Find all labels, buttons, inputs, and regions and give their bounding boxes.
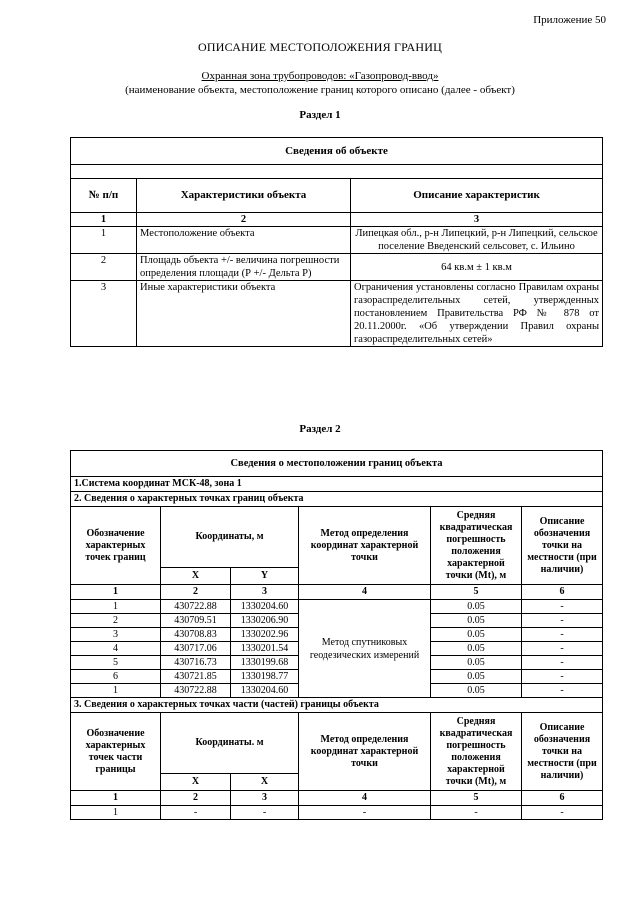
table-caption-row xyxy=(71,451,603,477)
col-x-header: X xyxy=(161,774,231,791)
appendix-label: Приложение 50 xyxy=(533,14,606,26)
column-number: 3 xyxy=(231,791,299,806)
boundary-table xyxy=(70,450,603,820)
column-number: 1 xyxy=(71,791,161,806)
col-error-header: Средняя квадратическая погрешность положения характерной точки (Mt), м xyxy=(431,507,522,585)
table-row xyxy=(71,227,603,254)
point-desc: - xyxy=(522,614,603,628)
row-desc xyxy=(351,281,603,347)
header-row xyxy=(71,179,603,213)
point-x: 430717.06 xyxy=(161,642,231,656)
point-id: 1 xyxy=(71,684,161,698)
row-num: 2 xyxy=(71,254,137,281)
row-char: Иные характеристики объекта xyxy=(137,281,351,347)
part-point-method: - xyxy=(299,806,431,820)
point-y: 1330206.90 xyxy=(231,614,299,628)
point-mt: 0.05 xyxy=(431,670,522,684)
point-mt: 0.05 xyxy=(431,628,522,642)
part-title-row xyxy=(71,698,603,713)
point-y: 1330204.60 xyxy=(231,600,299,614)
coord-system: 1.Система координат МСК-48, зона 1 xyxy=(71,477,603,492)
points-title-row xyxy=(71,492,603,507)
column-number: 4 xyxy=(299,791,431,806)
table-row xyxy=(71,600,603,614)
col-num-header: № п/п xyxy=(71,179,137,213)
empty-row xyxy=(71,165,603,179)
document-title: ОПИСАНИЕ МЕСТОПОЛОЖЕНИЯ ГРАНИЦ xyxy=(198,40,442,54)
row-num: 3 xyxy=(71,281,137,347)
table-caption-row xyxy=(71,138,603,165)
point-desc: - xyxy=(522,600,603,614)
column-number: 6 xyxy=(522,585,603,600)
col-x2-header: X xyxy=(231,774,299,791)
column-number: 2 xyxy=(137,213,351,227)
column-number: 3 xyxy=(231,585,299,600)
point-id: 6 xyxy=(71,670,161,684)
part-point-y: - xyxy=(231,806,299,820)
point-desc: - xyxy=(522,670,603,684)
column-numbers-row xyxy=(71,791,603,806)
col-desc-header: Описание обозначения точки на местности (при наличии) xyxy=(522,507,603,585)
column-numbers-row xyxy=(71,585,603,600)
point-id: 4 xyxy=(71,642,161,656)
point-desc: - xyxy=(522,642,603,656)
point-mt: 0.05 xyxy=(431,684,522,698)
column-number: 2 xyxy=(161,791,231,806)
column-number: 2 xyxy=(161,585,231,600)
object-name xyxy=(0,70,640,82)
point-desc: - xyxy=(522,656,603,670)
col-x-header: X xyxy=(161,568,231,585)
point-y: 1330201.54 xyxy=(231,642,299,656)
column-number: 1 xyxy=(71,585,161,600)
points-title: 2. Сведения о характерных точках границ объекта xyxy=(71,492,603,507)
header-row xyxy=(71,507,603,568)
point-mt: 0.05 xyxy=(431,614,522,628)
row-num: 1 xyxy=(71,227,137,254)
part-point-desc: - xyxy=(522,806,603,820)
row-char: Местоположение объекта xyxy=(137,227,351,254)
column-number: 4 xyxy=(299,585,431,600)
row-char: Площадь объекта +/- величина погрешности определения площади (Р +/- Дельта Р) xyxy=(137,254,351,281)
row-desc-last: газораспределительных сетей» xyxy=(354,334,493,345)
table-caption: Сведения об объекте xyxy=(71,138,603,165)
object-name-text: Охранная зона трубопроводов: «Газопровод-ввод» xyxy=(201,70,439,82)
point-x: 430722.88 xyxy=(161,600,231,614)
table-row xyxy=(71,806,603,820)
column-number: 1 xyxy=(71,213,137,227)
point-mt: 0.05 xyxy=(431,600,522,614)
column-number: 6 xyxy=(522,791,603,806)
column-number: 5 xyxy=(431,791,522,806)
point-mt: 0.05 xyxy=(431,642,522,656)
point-id: 3 xyxy=(71,628,161,642)
point-x: 430708.83 xyxy=(161,628,231,642)
table-row xyxy=(71,281,603,347)
part-header-row xyxy=(71,713,603,774)
col-desc-header: Описание обозначения точки на местности (при наличии) xyxy=(522,713,603,791)
point-desc: - xyxy=(522,684,603,698)
part-point-id: 1 xyxy=(71,806,161,820)
col-part-point-header: Обозначение характерных точек части границы xyxy=(71,713,161,791)
column-number: 3 xyxy=(351,213,603,227)
point-x: 430721.85 xyxy=(161,670,231,684)
column-number: 5 xyxy=(431,585,522,600)
part-point-mt: - xyxy=(431,806,522,820)
object-note: (наименование объекта, местоположение границ которого описано (далее - объект) xyxy=(125,84,515,96)
table-caption: Сведения о местоположении границ объекта xyxy=(71,451,603,477)
row-desc: Липецкая обл., р-н Липецкий, р-н Липецкий, сельское поселение Введенский сельсовет, с. Ильино xyxy=(351,227,603,254)
col-coords-part-header: Координаты. м xyxy=(161,713,299,774)
method-cell: Метод спутниковых геодезических измерений xyxy=(299,600,431,698)
column-numbers-row xyxy=(71,213,603,227)
col-char-header: Характеристики объекта xyxy=(137,179,351,213)
point-id: 5 xyxy=(71,656,161,670)
point-desc: - xyxy=(522,628,603,642)
table-row xyxy=(71,254,603,281)
point-y: 1330204.60 xyxy=(231,684,299,698)
object-info-table xyxy=(70,137,603,347)
point-x: 430709.51 xyxy=(161,614,231,628)
coord-system-row xyxy=(71,477,603,492)
col-coords-header: Координаты, м xyxy=(161,507,299,568)
col-point-header: Обозначение характерных точек границ xyxy=(71,507,161,585)
point-x: 430716.73 xyxy=(161,656,231,670)
point-y: 1330202.96 xyxy=(231,628,299,642)
point-x: 430722.88 xyxy=(161,684,231,698)
point-mt: 0.05 xyxy=(431,656,522,670)
row-desc-main: Ограничения установлены согласно Правилам охраны газораспределительных сетей, утвержденных постановлением Правительства РФ № 878 от 20.11.2000г. «Об утверждении Правил охраны xyxy=(354,282,600,332)
col-y-header: Y xyxy=(231,568,299,585)
point-y: 1330199.68 xyxy=(231,656,299,670)
row-desc: 64 кв.м ± 1 кв.м xyxy=(351,254,603,281)
col-method-header: Метод определения координат характерной точки xyxy=(299,713,431,791)
section-2-label: Раздел 2 xyxy=(299,423,341,435)
point-id: 2 xyxy=(71,614,161,628)
section-1-label: Раздел 1 xyxy=(299,109,341,121)
col-error-header: Средняя квадратическая погрешность положения характерной точки (Mt), м xyxy=(431,713,522,791)
point-y: 1330198.77 xyxy=(231,670,299,684)
part-title: 3. Сведения о характерных точках части (частей) границы объекта xyxy=(71,698,603,713)
point-id: 1 xyxy=(71,600,161,614)
part-point-x: - xyxy=(161,806,231,820)
col-desc-header: Описание характеристик xyxy=(351,179,603,213)
col-method-header: Метод определения координат характерной точки xyxy=(299,507,431,585)
